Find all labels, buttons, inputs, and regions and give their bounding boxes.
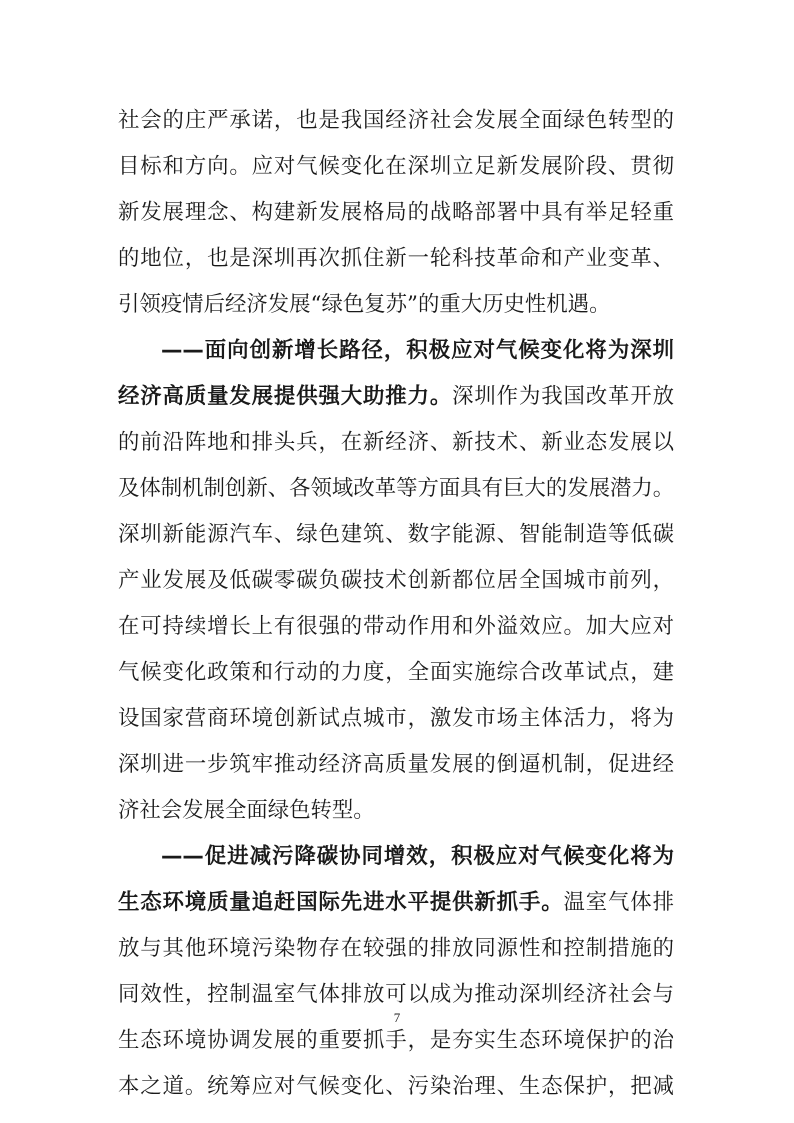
text-line: 目标和方向。应对气候变化在深圳立足新发展阶段、贯彻 <box>118 154 674 179</box>
text-line: 设国家营商环境创新试点城市，激发市场主体活力，将为 <box>118 706 674 731</box>
text-line: 深圳新能源汽车、绿色建筑、数字能源、智能制造等低碳 <box>118 522 674 547</box>
section-heading: ——面向创新增长路径，积极应对气候变化将为深圳 <box>161 338 674 363</box>
document-body <box>118 98 674 1110</box>
section-heading: ——促进减污降碳协同增效，积极应对气候变化将为 <box>161 844 674 869</box>
page-number: 7 <box>393 1010 401 1025</box>
paragraph-1 <box>118 98 674 328</box>
text-line: 同效性，控制温室气体排放可以成为推动深圳经济社会与 <box>118 982 674 1007</box>
section-heading-continuation: 生态环境质量追赶国际先进水平提供新抓手。 <box>118 890 564 915</box>
paragraph-3 <box>118 834 674 1110</box>
text-line: 济社会发展全面绿色转型。 <box>118 798 375 823</box>
text-line: 在可持续增长上有很强的带动作用和外溢效应。加大应对 <box>118 614 674 639</box>
text-line: 新发展理念、构建新发展格局的战略部署中具有举足轻重 <box>118 200 674 225</box>
text-line: 的地位，也是深圳再次抓住新一轮科技革命和产业变革、 <box>118 246 674 271</box>
text-line: 及体制机制创新、各领域改革等方面具有巨大的发展潜力。 <box>118 476 675 501</box>
section-heading-continuation: 经济高质量发展提供强大助推力。 <box>118 384 453 409</box>
text-line <box>118 880 674 926</box>
text-line: 生态环境协调发展的重要抓手，是夯实生态环境保护的治 <box>118 1028 674 1053</box>
text-line: 引领疫情后经济发展“绿色复苏”的重大历史性机遇。 <box>118 292 611 317</box>
text-line <box>118 374 674 420</box>
text-line: 本之道。统筹应对气候变化、污染治理、生态保护，把减 <box>118 1074 674 1099</box>
text-line: 气候变化政策和行动的力度，全面实施综合改革试点，建 <box>118 660 674 685</box>
text-line: 放与其他环境污染物存在较强的排放同源性和控制措施的 <box>118 936 674 961</box>
text-segment: 温室气体排 <box>563 890 674 915</box>
paragraph-2 <box>118 328 674 834</box>
text-line: 社会的庄严承诺，也是我国经济社会发展全面绿色转型的 <box>118 108 674 133</box>
text-segment: 深圳作为我国改革开放 <box>452 384 674 409</box>
text-line: 的前沿阵地和排头兵，在新经济、新技术、新业态发展以 <box>118 430 674 455</box>
text-line: 深圳进一步筑牢推动经济高质量发展的倒逼机制，促进经 <box>118 752 674 777</box>
text-line: 产业发展及低碳零碳负碳技术创新都位居全国城市前列， <box>118 568 674 593</box>
